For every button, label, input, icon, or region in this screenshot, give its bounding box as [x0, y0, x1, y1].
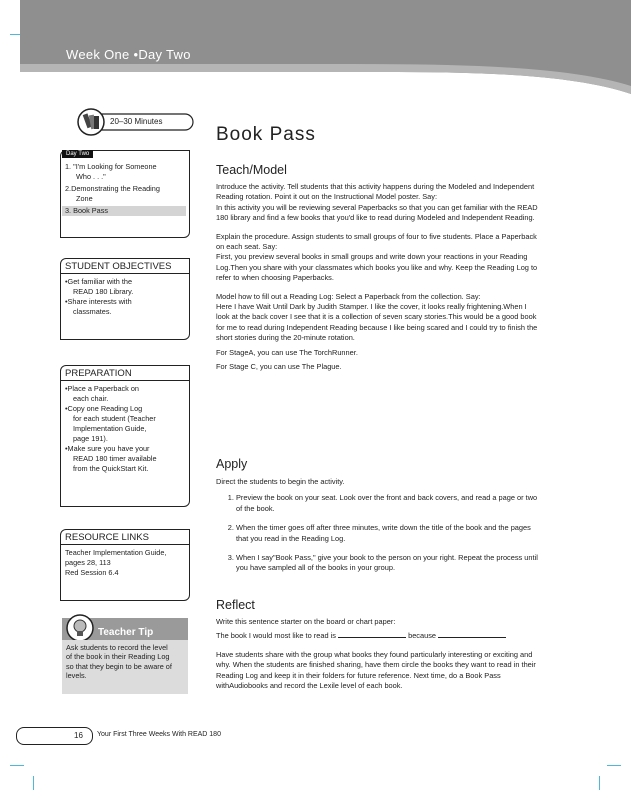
page-number: 16 — [74, 731, 83, 740]
teach-paragraph: Explain the procedure. Assign students to small groups of four to five students. Place a Paperback on each seat. Say: — [216, 231, 537, 252]
prep-item: each chair. — [73, 394, 109, 403]
page-header-title: Week One •Day Two — [66, 47, 191, 62]
page-title: Book Pass — [216, 124, 316, 145]
footer-text: Your First Three Weeks With READ 180 — [97, 731, 221, 738]
apply-content — [216, 477, 540, 583]
objectives-title: STUDENT OBJECTIVES — [61, 259, 189, 274]
resources-title: RESOURCE LINKS — [61, 530, 189, 545]
teach-paragraph: For StageA, you can use The TorchRunner. — [216, 347, 358, 357]
prep-item: •Make sure you have your — [65, 444, 150, 453]
objective-item: •Share interests with — [65, 297, 132, 306]
apply-step: 3. When I say"Book Pass," give your book to the person on your right. Repeat the process until you have sampled all of the books in your group. — [236, 553, 540, 574]
apply-steps — [216, 493, 540, 573]
apply-intro: Direct the students to begin the activity. — [216, 477, 345, 486]
teach-model-content — [216, 182, 540, 373]
teach-paragraph: For Stage C, you can use The Plague. — [216, 362, 342, 372]
prep-item: for each student (Teacher — [73, 414, 156, 423]
nav-item: Who . . ." — [76, 172, 106, 181]
nav-item: 2.Demonstrating the Reading — [65, 184, 160, 193]
teacher-tip-body — [62, 640, 188, 694]
reflect-intro: Write this sentence starter on the board or chart paper: — [216, 617, 396, 626]
teach-say: In this activity you will be reviewing several Paperbacks so that you can get familiar with the READ 180 library and find a few books that you'd like to read during Modeled and Independent Reading. — [216, 202, 538, 223]
teacher-tip-title: Teacher Tip — [98, 627, 154, 638]
preparation-box — [60, 365, 190, 507]
objective-item: READ 180 Library. — [73, 287, 134, 296]
starter-part-b: because — [408, 631, 437, 641]
crop-mark — [10, 765, 24, 766]
day-nav-header: Day Two — [62, 150, 93, 158]
reflect-content — [216, 617, 540, 691]
day-nav-list — [62, 162, 186, 216]
starter-blank — [438, 637, 506, 638]
teach-paragraph: Introduce the activity. Tell students that this activity happens during the Modeled and Independent Reading rotation. Point it out on the Instructional Model poster. Say: — [216, 182, 535, 202]
resource-links-box — [60, 529, 190, 601]
nav-item-active: 3. Book Pass — [62, 206, 186, 216]
prep-item: page 191). — [73, 434, 108, 443]
crop-mark — [607, 765, 621, 766]
prep-item: •Copy one Reading Log — [65, 404, 143, 413]
teach-say: First, you preview several books in small groups and write down your reactions in your Reading Log.Then you share with your classmates which books you like and why. Keep the Reading Log to refer to when choosing Paperbacks. — [216, 252, 538, 283]
section-heading-apply: Apply — [216, 457, 248, 471]
reflect-paragraph: Have students share with the group what books they found particularly interesting or exciting and why. When the students are finished sharing, have them circle the books they want to read in their Reading Log and keep it in their folders for future reference. Next time, do a Book Pass withAudiobooks and record the Lexile level of each book. — [216, 649, 536, 691]
time-duration: 20–30 Minutes — [110, 117, 163, 126]
crop-mark — [599, 776, 600, 790]
apply-step: 2. When the timer goes off after three minutes, write down the title of the book and the pages that you read in the Reading Log. — [236, 523, 540, 544]
nav-item: Zone — [76, 194, 93, 203]
resource-item: pages 28, 113 — [65, 558, 111, 567]
section-heading-teach: Teach/Model — [216, 163, 287, 177]
starter-part-a: The book I would most like to read is — [216, 631, 336, 641]
lightbulb-icon — [66, 614, 94, 642]
resource-item: Red Session 6.4 — [65, 568, 119, 577]
tip-line: so that they begin to be aware of — [66, 661, 172, 671]
tip-line: Ask students to record the level — [66, 643, 168, 652]
prep-item: from the QuickStart Kit. — [73, 464, 149, 473]
objective-item: •Get familiar with the — [65, 277, 133, 286]
teach-paragraph: Model how to fill out a Reading Log: Select a Paperback from the collection. Say: — [216, 291, 481, 301]
prep-item: Implementation Guide, — [73, 424, 147, 433]
tip-line: levels. — [66, 671, 87, 681]
student-objectives-box — [60, 258, 190, 340]
prep-item: •Place a Paperback on — [65, 384, 139, 393]
apply-step: 1. Preview the book on your seat. Look over the front and back covers, and read a page or two of the book. — [236, 493, 540, 514]
prep-item: READ 180 timer available — [73, 454, 157, 463]
sentence-starter — [216, 631, 540, 641]
resource-item: Teacher Implementation Guide, — [65, 548, 167, 557]
tip-line: of the book in their Reading Log — [66, 652, 170, 662]
starter-blank — [338, 637, 406, 638]
nav-item: 1. "I'm Looking for Someone — [65, 162, 157, 171]
objective-item: classmates. — [73, 307, 112, 316]
section-heading-reflect: Reflect — [216, 598, 255, 612]
crop-mark — [33, 776, 34, 790]
preparation-title: PREPARATION — [61, 366, 189, 381]
teach-say: Here I have Wait Until Dark by Judith Stamper. I like the cover, it looks really frightening.When I look at the back cover I see that it is a collection of seven scary stories.This would be a good book for me to read during Independent Reading because I like being scared and I could try to finish the short stories during the 20-minute rotation. — [216, 302, 538, 343]
